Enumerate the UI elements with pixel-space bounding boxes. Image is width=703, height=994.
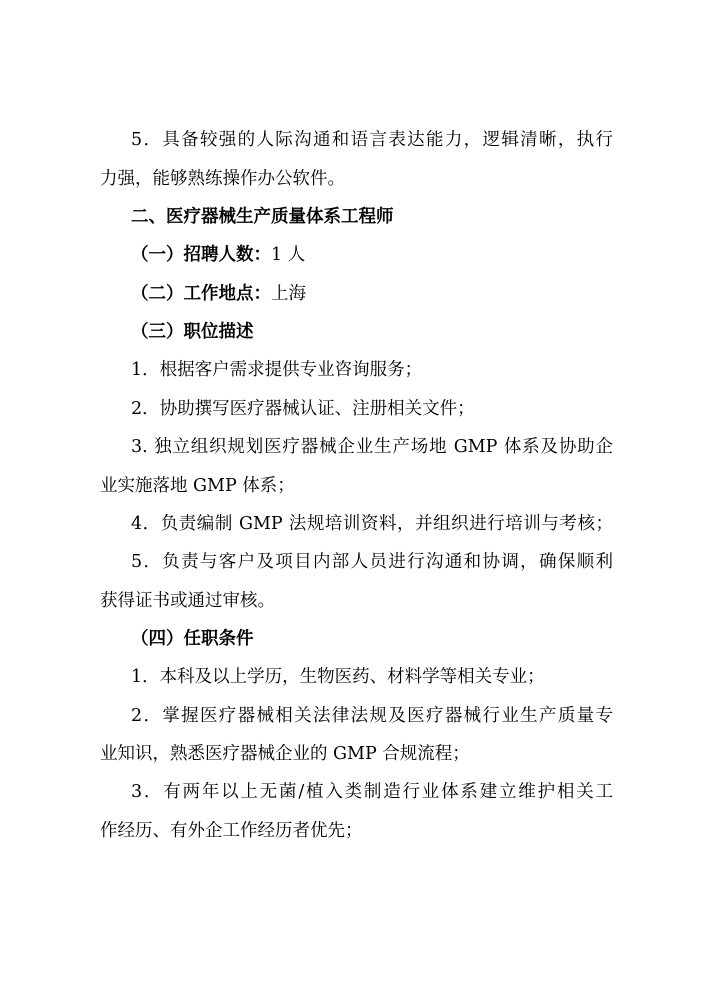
requirement-item-2-line-2: 业知识，熟悉医疗器械企业的 GMP 合规流程； bbox=[100, 744, 470, 764]
requirement-5-line-1: 5．具备较强的人际沟通和语言表达能力，逻辑清晰，执行 bbox=[131, 130, 613, 150]
job-description-heading: （三）职位描述 bbox=[131, 322, 254, 342]
description-item-1: 1．根据客户需求提供专业咨询服务； bbox=[131, 360, 423, 380]
work-location-value: 上海 bbox=[271, 284, 306, 304]
requirement-item-3-line-2: 作经历、有外企工作经历者优先； bbox=[100, 821, 363, 841]
recruit-count-label: （一）招聘人数： bbox=[131, 245, 271, 265]
description-item-3-line-1: 3. 独立组织规划医疗器械企业生产场地 GMP 体系及协助企 bbox=[131, 437, 613, 457]
work-location-label: （二）工作地点： bbox=[131, 284, 271, 304]
description-item-5-line-2: 获得证书或通过审核。 bbox=[100, 591, 275, 611]
requirements-heading: （四）任职条件 bbox=[131, 629, 254, 649]
requirement-item-1: 1．本科及以上学历，生物医药、材料学等相关专业； bbox=[131, 667, 545, 687]
description-item-5-line-1: 5．负责与客户及项目内部人员进行沟通和协调，确保顺利 bbox=[131, 552, 613, 572]
description-item-3-line-2: 业实施落地 GMP 体系； bbox=[100, 476, 295, 496]
work-location bbox=[131, 279, 613, 309]
description-item-2: 2．协助撰写医疗器械认证、注册相关文件； bbox=[131, 399, 475, 419]
recruit-count-value: 1 人 bbox=[271, 245, 306, 265]
description-item-4: 4．负责编制 GMP 法规培训资料，并组织进行培训与考核； bbox=[131, 514, 613, 534]
section-heading: 二、医疗器械生产质量体系工程师 bbox=[131, 207, 394, 227]
requirement-item-2-line-1: 2．掌握医疗器械相关法律法规及医疗器械行业生产质量专 bbox=[131, 706, 613, 726]
requirement-item-3-line-1: 3．有两年以上无菌/植入类制造行业体系建立维护相关工 bbox=[131, 782, 613, 802]
recruit-count bbox=[131, 240, 613, 270]
requirement-5-line-2: 力强，能够熟练操作办公软件。 bbox=[100, 169, 345, 189]
